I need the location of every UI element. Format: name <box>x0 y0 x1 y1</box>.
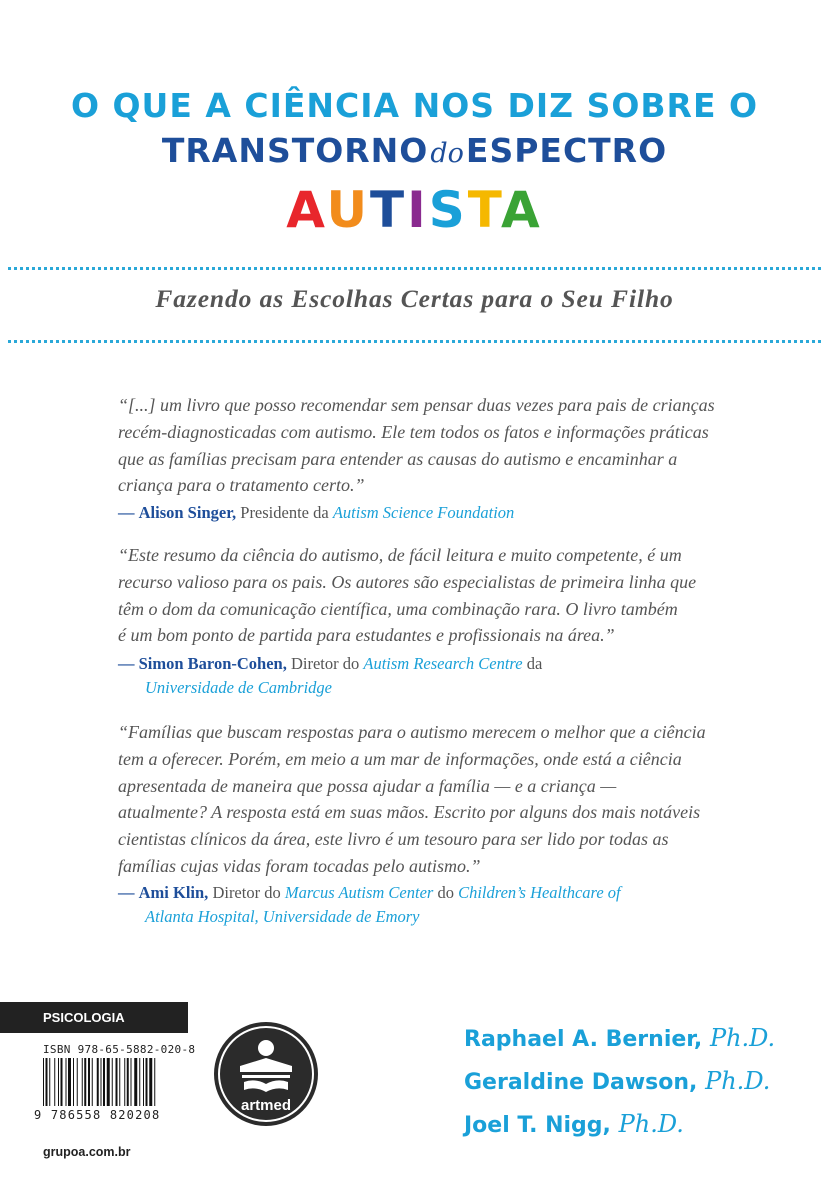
title-do: do <box>430 138 464 169</box>
title-transtorno: TRANSTORNO <box>161 131 429 170</box>
author-2 <box>464 1067 824 1110</box>
quote-line: cientistas clínicos da área, este livro é um tesouro para ser lido por todas as <box>118 829 669 850</box>
category-bar: PSICOLOGIA <box>0 1002 188 1033</box>
author-name: Joel T. Nigg, <box>464 1113 611 1138</box>
quote-line: recurso valioso para os pais. Os autores são especialistas de primeira linha que <box>118 571 697 592</box>
quote-line: “[...] um livro que posso recomendar sem pensar duas vezes para pais de crianças <box>118 395 715 415</box>
autista-letter: A <box>501 181 543 239</box>
attribution-role-2: da <box>526 654 543 673</box>
title-line-1: O QUE A CIÊNCIA NOS DIZ SOBRE O <box>70 86 759 125</box>
author-degree: Ph.D. <box>705 1067 771 1095</box>
title-autista <box>0 177 829 243</box>
quote-line: “Este resumo da ciência do autismo, de fácil leitura e muito competente, é um <box>118 545 682 565</box>
autista-letter: T <box>370 181 408 239</box>
title-espectro: ESPECTRO <box>465 131 668 170</box>
quote-3-attribution <box>118 881 738 929</box>
quote-2 <box>118 542 738 649</box>
quote-line: é um bom ponto de partida para estudantes e profissionais na área.” <box>118 625 615 646</box>
autista-letter: I <box>407 181 429 239</box>
quote-2-attribution <box>118 652 738 700</box>
isbn-text: ISBN 978-65-5882-020-8 <box>43 1043 196 1056</box>
attribution-name: Ami Klin, <box>138 883 209 902</box>
autista-letter: S <box>428 181 468 239</box>
dotted-divider-bottom <box>8 340 821 343</box>
attribution-role: Presidente da <box>240 503 329 522</box>
autista-letter: U <box>326 181 371 239</box>
author-degree: Ph.D. <box>709 1024 776 1052</box>
author-3 <box>464 1110 824 1153</box>
quote-1 <box>118 392 738 499</box>
quote-3 <box>118 719 738 880</box>
quote-line: tem a oferecer. Porém, em meio a um mar de informações, onde está a ciência <box>118 748 682 769</box>
author-degree: Ph.D. <box>618 1110 684 1138</box>
attribution-role: Diretor do <box>290 654 360 673</box>
autista-letter: A <box>286 181 327 239</box>
attribution-name: Alison Singer, <box>138 503 237 522</box>
subtitle: Fazendo as Escolhas Certas para o Seu Filho <box>155 284 674 313</box>
attribution-dash: — <box>118 883 135 902</box>
attribution-institution-3: Atlanta Hospital, Universidade de Emory <box>145 907 420 926</box>
quote-1-attribution <box>118 501 738 525</box>
logo-text: artmed <box>240 1097 292 1114</box>
title-line-2 <box>0 128 829 177</box>
attribution-role-2: do <box>437 883 454 902</box>
attribution-name: Simon Baron-Cohen, <box>138 654 287 673</box>
quote-line: “Famílias que buscam respostas para o autismo merecem o melhor que a ciência <box>118 722 706 742</box>
quote-line: recém-diagnosticadas com autismo. Ele tem todos os fatos e informações práticas <box>118 421 709 442</box>
dotted-divider-top <box>8 267 821 270</box>
barcode <box>43 1058 193 1106</box>
attribution-dash: — <box>118 654 135 673</box>
book-title <box>0 86 829 243</box>
quote-line: que as famílias precisam para entender as causas do autismo e encaminhar a <box>118 448 678 469</box>
quote-line: têm o dom da comunicação científica, uma combinação rara. O livro também <box>118 598 678 619</box>
attribution-institution: Autism Science Foundation <box>332 503 515 522</box>
quote-line: criança para o tratamento certo.” <box>118 475 365 496</box>
attribution-role: Diretor do <box>212 883 281 902</box>
quote-line: famílias cujas vidas foram tocadas pelo autismo.” <box>118 855 481 876</box>
author-name: Raphael A. Bernier, <box>464 1027 703 1052</box>
attribution-dash: — <box>118 503 135 522</box>
author-1 <box>464 1024 824 1067</box>
artmed-logo <box>212 1020 320 1128</box>
attribution-institution: Autism Research Centre <box>363 654 523 673</box>
quote-line: atualmente? A resposta está em suas mãos. Escrito por alguns dos mais notáveis <box>118 802 701 823</box>
attribution-institution: Marcus Autism Center <box>284 883 434 902</box>
attribution-institution-2: Children’s Healthcare of <box>458 883 621 902</box>
author-name: Geraldine Dawson, <box>464 1070 698 1095</box>
authors-list <box>464 1024 824 1153</box>
autista-letter: T <box>467 181 502 239</box>
barcode-digits: 9 786558 820208 <box>34 1108 161 1122</box>
attribution-institution-2: Universidade de Cambridge <box>145 678 332 697</box>
quote-line: apresentada de maneira que possa ajudar a família — e a criança — <box>118 775 617 796</box>
publisher-website: grupoa.com.br <box>43 1145 131 1159</box>
